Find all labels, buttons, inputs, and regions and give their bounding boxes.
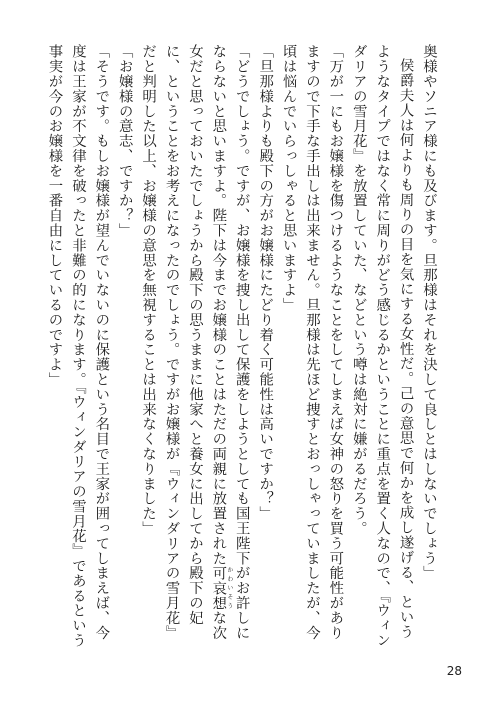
text-line-4: 「旦那様よりも殿下の方がお嬢様にたどり着く可能性は高いですか？」	[257, 44, 274, 521]
text-line-1: 奥様やソニア様にも及びます。旦那様はそれを決して良しとはしないでしょう」	[421, 44, 437, 581]
text-line-6: 「お嬢様の意志、ですか？」	[116, 44, 133, 238]
text-line-7: 「そうです。もしお嬢様が望んでいないのに保護という名目で王家が囲ってしまえば、今度は王家が不文律を破ったと非難の的になります。『ウィンダリアの雪月花』であるという事実が今のお嬢様を一番自由にしているのですよ」	[46, 44, 110, 648]
text-line-2: 侯爵夫人は何よりも周りの目を気にする女性だ。己の意思で何かを成し遂げる、というようなタイプではなく常に周りがどう感じるかということに重点を置く人なので、『ウィンダリアの雪月花』を放置していた、などという噂は絶対に嫌がるだろう。	[350, 44, 414, 648]
page-number: 28	[446, 664, 462, 678]
ruby-annotation: 可哀想 かわいそう	[210, 565, 233, 611]
body-text	[46, 44, 440, 650]
text-line-5: 「どうでしょう。ですが、お嬢様を捜し出して保護をしようとしても国王陛下がお許しにならないと思いますよ。陛下は今までお嬢様のことはただの両親に放置された可哀想 かわいそうな次女だと思っておいたでしょうから殿下の思うままに他家へと養女に出してから殿下の妃に、ということをお考えになったのでしょう。ですがお嬢様が『ウィンダリアの雪月花』だと判明した以上、お嬢様の意思を無視することは出来なくなりました」	[140, 44, 250, 641]
text-line-3: 「万が一にもお嬢様を傷つけるようなことをしてしまえば女神の怒りを買う可能性がありますので下手な手出しは出来ません。旦那様は先ほど捜すとおっしゃっていましたが、今頃は悩んでいらっしゃると思いますよ」	[280, 44, 344, 640]
